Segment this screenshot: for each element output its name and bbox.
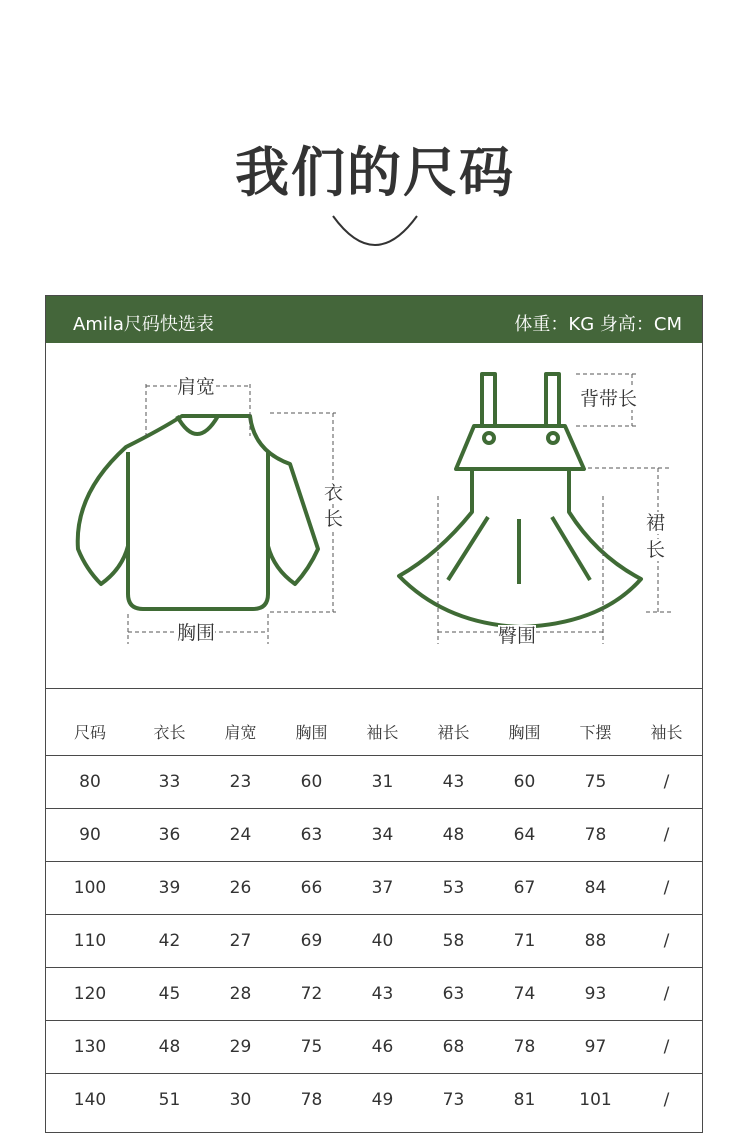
column-header: 裙长 [418,707,489,756]
table-cell: / [631,862,702,915]
table-cell: / [631,809,702,862]
column-header: 袖长 [631,707,702,756]
table-cell: 80 [46,756,134,809]
table-cell: 75 [276,1021,347,1074]
table-cell: 72 [276,968,347,1021]
table-cell: 71 [489,915,560,968]
size-table [46,707,702,1126]
measurement-diagram [46,344,702,689]
table-cell: 28 [205,968,276,1021]
table-cell: 97 [560,1021,631,1074]
column-header: 尺码 [46,707,134,756]
column-header: 胸围 [276,707,347,756]
table-cell: 100 [46,862,134,915]
table-cell: 26 [205,862,276,915]
table-cell: 93 [560,968,631,1021]
dress-icon [399,374,641,627]
table-cell: 36 [134,809,205,862]
table-cell: 49 [371,1090,394,1110]
table-cell: 37 [347,862,418,915]
table-cell: 39 [134,862,205,915]
table-cell: 75 [560,756,631,809]
table-cell: 33 [134,756,205,809]
table-cell: / [631,968,702,1021]
column-header: 肩宽 [205,707,276,756]
table-cell: 78 [560,809,631,862]
table-row [46,1021,702,1074]
table-cell: / [663,1090,670,1110]
table-cell: 24 [205,809,276,862]
tshirt-icon [78,416,318,609]
shoulder-width-label: 肩宽 [177,376,216,398]
chest-label: 胸围 [177,622,216,644]
hip-label: 臀围 [498,625,537,647]
table-cell: 53 [418,862,489,915]
size-chart [45,295,703,1133]
table-cell: 78 [300,1090,323,1110]
table-cell: 78 [489,1021,560,1074]
table-cell: 23 [205,756,276,809]
chart-header-units: 体重：KG 身高：CM [514,314,682,335]
page-title: 我们的尺码 [235,141,515,204]
table-row [46,756,702,809]
table-row [46,862,702,915]
table-cell: 73 [442,1090,465,1110]
table-row [46,809,702,862]
table-cell: / [631,756,702,809]
table-cell: 60 [489,756,560,809]
column-header: 衣长 [134,707,205,756]
table-cell: 30 [229,1090,252,1110]
table-cell: 63 [276,809,347,862]
table-cell: 68 [418,1021,489,1074]
column-header: 袖长 [347,707,418,756]
table-cell: 101 [579,1090,612,1110]
table-cell: 120 [46,968,134,1021]
table-cell: 60 [276,756,347,809]
table-cell: 88 [560,915,631,968]
table-cell: 84 [560,862,631,915]
table-cell: 29 [205,1021,276,1074]
table-row [46,1074,702,1127]
table-cell: 27 [205,915,276,968]
table-cell: / [631,915,702,968]
chart-header-title: Amila尺码快选表 [73,314,214,335]
table-cell: 42 [134,915,205,968]
table-cell: 67 [489,862,560,915]
table-cell: 58 [418,915,489,968]
column-header: 下摆 [560,707,631,756]
garment-length-label-1: 衣 [324,482,344,504]
skirt-length-label-2: 长 [646,539,666,561]
table-cell: 66 [276,862,347,915]
table-cell: 31 [347,756,418,809]
skirt-length-label-1: 裙 [646,512,666,534]
chart-header [46,296,702,343]
table-cell: 64 [489,809,560,862]
table-cell: 110 [46,915,134,968]
table-cell: 90 [46,809,134,862]
table-cell: 140 [73,1090,107,1110]
table-row [46,968,702,1021]
table-cell: 46 [347,1021,418,1074]
table-cell: 34 [347,809,418,862]
table-row [46,915,702,968]
table-cell: 81 [513,1090,536,1110]
table-cell: 43 [347,968,418,1021]
section-divider [46,688,702,689]
table-cell: 130 [46,1021,134,1074]
column-header: 胸围 [489,707,560,756]
table-cell: 48 [418,809,489,862]
table-cell: 51 [158,1090,181,1110]
table-cell: 69 [276,915,347,968]
table-cell: 40 [347,915,418,968]
table-header-row [46,707,702,756]
table-cell: 43 [418,756,489,809]
smile-curve-icon [330,212,420,252]
table-cell: 48 [134,1021,205,1074]
garment-length-label-2: 长 [324,508,344,530]
table-cell: 63 [418,968,489,1021]
strap-length-label: 背带长 [580,388,638,410]
table-cell: 45 [134,968,205,1021]
table-cell: / [631,1021,702,1074]
table-cell: 74 [489,968,560,1021]
